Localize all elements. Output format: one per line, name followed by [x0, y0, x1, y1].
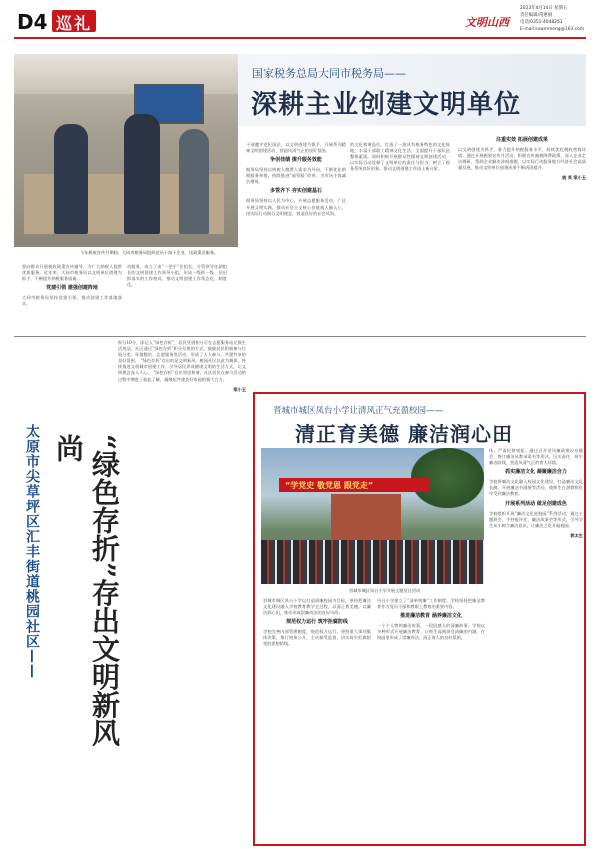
article2-title: “绿色存折”存出文明新风尚: [52, 434, 121, 747]
photo-person-1: [54, 124, 88, 234]
article1-col-a: 要向群众开展税收政策宣传辅导，为广大纳税人提供优质服务。近年来，大同市税务局以文明单位创建为抓手，不断提升纳税服务质量。 党建引领 建强创建阵地 大同市税务局坚持党建引领，推动创建工作落地落实。: [22, 264, 122, 307]
article1-byline: 姚 英 梁小玉: [562, 175, 586, 181]
article1-col-e: 注重实效 拓展创建成果 以文明创建为抓手，着力提升纳税服务水平，持续优化税收营商环境。通过开展税收宣传月活动，积极宣传减税降费政策，深入企业走访调研，帮助企业解决涉税难题，以实际行动服务地方经济社会高质量发展，推动文明单位创建成果不断巩固提升。 姚 英 梁小玉: [458, 137, 586, 181]
photo-ceiling: [14, 54, 238, 94]
subhead-3a: 规范权力运行 筑牢拒腐防线: [286, 619, 348, 626]
header-meta: [520, 5, 600, 33]
section-label: 巡礼: [56, 14, 93, 33]
photo-person-3: [179, 129, 209, 234]
photo-caption-1: 今年税收宣传月期间，大同市税务局组织党员干部下企业，送政策送服务。: [80, 250, 219, 255]
photo-person-2: [124, 114, 160, 234]
article-green-passbook: [14, 340, 250, 840]
article-fengtai-school: [253, 392, 586, 846]
editor-line: 责任编辑/常惠丽: [520, 13, 553, 18]
article2-byline: 梁小玉: [233, 386, 246, 392]
email-line: E-mail:sxwmmeng@163.com: [520, 27, 585, 32]
masthead-logo: 文明山西: [465, 16, 509, 29]
article-tax-bureau: [0, 42, 600, 332]
header-rule: [14, 37, 586, 39]
article3-col-a: 晋城市城区凤台小学以打造清廉校园为目标，坚持把廉洁文化建设融入学校教育教学全过程，以清正育美德，以廉洁润心田，推动形成崇廉尚洁的良好风尚。 规范权力运行 筑牢拒腐防线 学校完善内部管理制度，规范权力运行，坚持重大事项集体决策，推行校务公开，主动接受监督，切实筑牢拒腐防变的思想防线。: [263, 598, 371, 647]
photo-crowd: [261, 540, 484, 584]
article1-col-b: 功服务。成立了由“一把手”任组长，分管领导任副组长的文明创建工作领导小组，形成一级抓一级、层层抓落实的工作格局，推动文明创建工作常态化、制度化。: [127, 264, 227, 288]
issue-weekday: 星期五: [554, 6, 568, 11]
article3-kicker: 晋城市城区凤台小学让清风正气充盈校园——: [273, 406, 444, 416]
article1-col-c: 干部遵守党纪国法，以文明创建为抓手，开展系列精神文明创建活动，营造风清气正的良好氛围。 争创佳绩 提升服务效能 税务局坚持以纳税人缴费人需求为导向，不断优化纳税服务举措，持续推进“放管服”改革，为市场主体减负增效。 多管齐下 夯实创建基石 税务局坚持以人民为中心，开展志愿服务活动，广泛开展文明实践，推动社会主义核心价值观入脑入心，用实际行动践行文明理念，营造良好的社会风尚。: [246, 142, 346, 216]
phone-line: 电话/0351-4048251: [520, 20, 563, 25]
photo-pavilion: [331, 494, 401, 544]
page-code: D4: [17, 10, 48, 34]
issue-date: 2023年4月14日: [520, 6, 553, 11]
photo-caption-3: 晋城市城区凤台小学开展主题党日活动: [349, 588, 421, 593]
section-divider: [14, 336, 586, 337]
subhead-3: 多管齐下 夯实创建基石: [270, 188, 322, 195]
article1-col-d: 的文化和谐品位。打造了一批具有税务特色的文化阵地，丰富干部职工精神文化生活，全面提升干部队伍整体素质。同时积极开展群众性精神文明创建活动，以实际行动诠释了文明单位的责任与担当，树立了税务系统良好形象，推动文明创建工作再上新台阶。: [350, 142, 450, 172]
article1-kicker: 国家税务总局大同市税务局——: [252, 67, 406, 80]
tax-office-photo: [14, 54, 238, 247]
article3-col-right: 体，严肃纪律规矩。通过召开党风廉政建设专题会、签订廉洁从教承诺书等形式，压实责任，筑牢廉洁防线，营造风清气正的育人环境。 抓实廉洁文化 凝聚廉洁合力 学校将廉洁文化融入校园文化建设，打造廉洁文化长廊，开展廉洁书画展等活动，使师生在潜移默化中受到廉洁教育。 开展系列活动 做足创建成色 学校组织开展“廉洁文化进校园”系列活动，通过主题班会、手抄报评比、廉洁故事会等形式，引导学生从小树立廉洁意识，让廉洁之花开遍校园。 郭太生: [489, 448, 583, 538]
subhead-3b: 抓实廉洁文化 凝聚廉洁合力: [505, 469, 567, 476]
article2-kicker: 太原市尖草坪区汇丰街道桃园社区——: [24, 424, 40, 679]
subhead-4: 注重实效 拓展创建成果: [496, 137, 548, 143]
article1-title: 深耕主业创建文明单位: [251, 90, 522, 120]
subhead-1: 党建引领 建强创建阵地: [46, 285, 98, 292]
page-header: [0, 0, 600, 48]
banner-text: “学党史 敬党恩 跟党走”: [285, 481, 374, 490]
section-badge: [52, 10, 96, 32]
article2-col-a: 积分10分，即记入“绿色存折”，居民凭借积分可在志愿服务站兑换生活用品。社区通过“绿色存折”积分兑换的方式，鼓励居民积极参与垃圾分类、环境整治、志愿服务等活动，形成了人人参与、共建共享的良好氛围。 “绿色存折”存出的是文明新风，桃园社区以此为载体，持续推进文明城市创建工作，引导居民养成健康文明的生活方式，让文明理念深入人心。 “绿色存折”存出邻里和谐，社区居民在参与活动的过程中增进了彼此了解，凝聚起共建美好家园的强大合力。 梁小玉: [118, 340, 246, 392]
subhead-2: 争创佳绩 提升服务效能: [270, 157, 322, 164]
article3-title: 清正育美德 廉洁润心田: [295, 422, 513, 446]
subhead-3c: 开展系列活动 做足创建成色: [505, 500, 567, 507]
subhead-3d: 推进廉洁教育 涵养廉洁文化: [400, 613, 462, 620]
article3-col-b: 风台小学建立了“清单明廉”工作制度，学校坚持把廉洁教育作为党员干部和教职工教育的重要内容。 推进廉洁教育 涵养廉洁文化 一个个人物的廉洁故事，一段段感人的清廉故事，学校以多种形式开展廉洁教育，让师生深刻领会清廉的内涵，在校园里形成了崇廉尚洁、清正育人的良好氛围。: [377, 598, 485, 641]
school-photo: [261, 448, 484, 584]
article3-byline: 郭太生: [570, 532, 583, 538]
